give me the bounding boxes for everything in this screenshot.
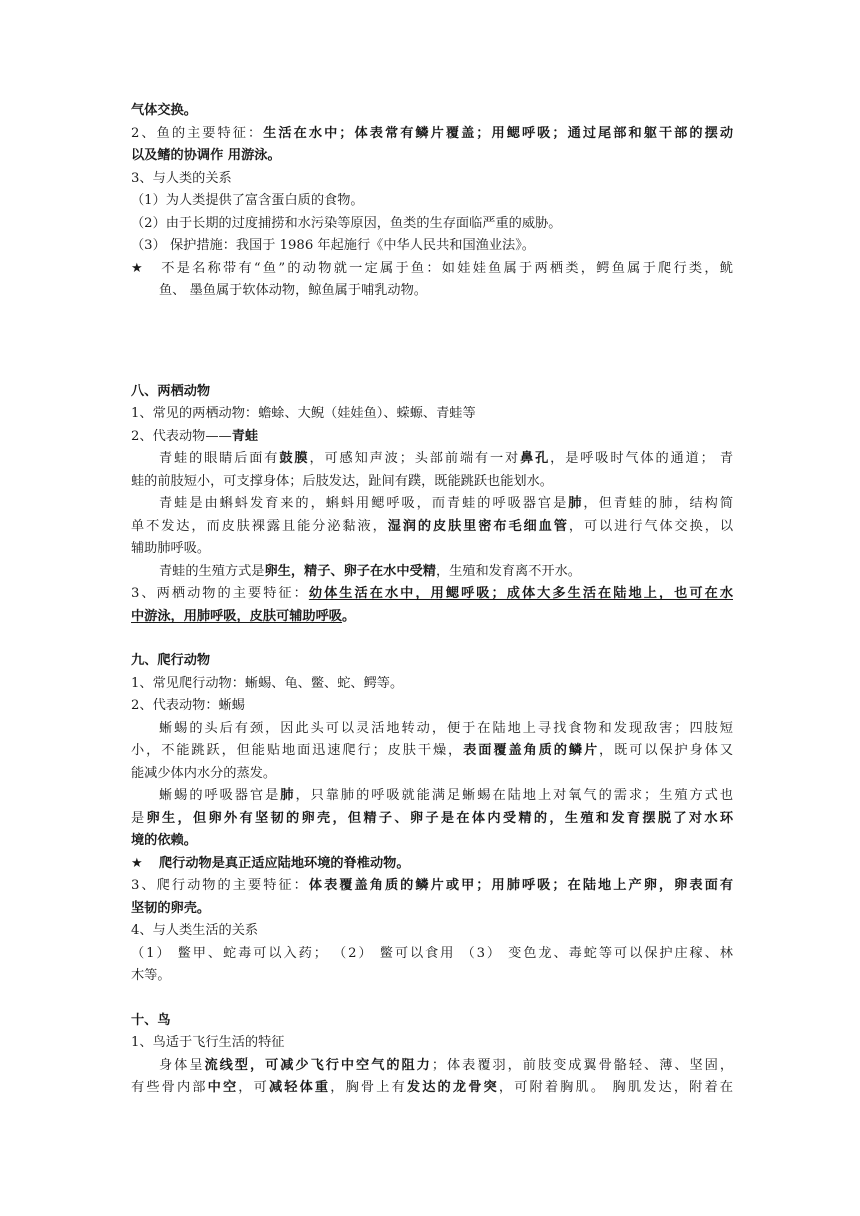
amphibian-representative (131, 426, 733, 449)
fish-relation-item-1: （1）为人类提供了富含蛋白质的食物。 (131, 193, 364, 208)
text: 青蛙的生殖方式是 (159, 563, 265, 579)
bird-subtitle: 1、鸟适于飞行生活的特征 (131, 1035, 285, 1050)
fish-features-line1 (131, 123, 733, 146)
fish-features-bold: 生活在水中；体表常有鳞片覆盖；用鳃呼吸；通过尾部和躯干部的摆动 (263, 125, 734, 141)
reptile-para1-line1: 蜥蜴的头后有颈，因此头可以灵活地转动，便于在陆地上寻找食物和发现敌害；四肢短 (159, 720, 733, 736)
star-icon: ★ (131, 260, 143, 276)
reptile-para1-line2 (131, 740, 733, 763)
amphibian-features-line2 (131, 606, 733, 629)
fish-relation-item-2: （2）由于长期的过度捕捞和水污染等原因，鱼类的生存面临严重的威胁。 (131, 215, 562, 231)
text: 是 (131, 810, 147, 826)
text: ，既可以保护身体又 (599, 743, 734, 758)
text: ，可附着胸肌。 胸肌发达，附着在 (498, 1080, 733, 1095)
text-bold: 鼻孔 (520, 451, 551, 466)
reptile-relation-line2: 木等。 (131, 968, 171, 983)
text: 青蛙的眼睛后面有 (159, 451, 280, 466)
text: ，可 (238, 1080, 269, 1095)
reptile-relation-line1: （1） 鳖甲、蛇毒可以入药； （2） 鳖可以食用 （3） 变色龙、毒蛇等可以保护庄稼、林 (131, 945, 733, 961)
fish-note-line2: 鱼、 墨鱼属于软体动物，鲸鱼属于哺乳动物。 (159, 283, 427, 298)
amphibian-section-title: 八、两栖动物 (131, 383, 211, 399)
star-icon: ★ (131, 855, 143, 871)
text-bold: 流线型，可减少飞行中空气的阻力 (204, 1057, 432, 1073)
text: 身体呈 (159, 1057, 205, 1073)
amphibian-para2-line3: 辅助肺呼吸。 (131, 541, 211, 556)
fish-relation-item-3: （3） 保护措施：我国于 1986 年起施行《中华人民共和国渔业法》。 (131, 238, 535, 253)
bird-section-title: 十、鸟 (131, 1012, 171, 1028)
text: 。 (342, 608, 356, 624)
text: 蜥蜴的呼吸器官是 (159, 788, 281, 803)
text: ，是呼吸时气体的通道； 青 (550, 451, 734, 466)
reptile-star-note (131, 853, 733, 876)
amphibian-features-line1 (131, 583, 733, 606)
text: 单不发达，而皮肤裸露且能分泌黏液， (131, 518, 388, 534)
text-bold: 境的依赖。 (131, 833, 197, 848)
amphibian-para1-line1 (131, 448, 733, 471)
text-bold: 中空 (207, 1080, 239, 1095)
text: ；体表覆羽，前肢变成翼骨骼轻、薄、坚固， (431, 1057, 734, 1073)
amphibian-rep-name: 青蛙 (231, 428, 259, 444)
text: ，可以进行气体交换，以 (568, 518, 734, 534)
text: 3、两栖动物的主要特征： (131, 586, 309, 601)
text-bold: 卵生，但卵外有坚韧的卵壳，但精子、卵子是在体内受精的，生殖和发育摆脱了对水环 (146, 810, 734, 826)
text: 青蛙是由蝌蚪发育来的，蝌蚪用鳃呼吸，而青蛙的呼吸器官是 (159, 496, 569, 511)
text: ，只靠肺的呼吸就能满足蜥蜴在陆地上对氧气的需求；生殖方式也 (295, 788, 734, 803)
reptile-common: 1、常见爬行动物：蜥蜴、龟、鳖、蛇、鳄等。 (131, 675, 404, 691)
amphibian-common: 1、常见的两栖动物：蟾蜍、大鲵（娃娃鱼）、蝾螈、青蛙等 (131, 406, 476, 421)
text-bold-underlined: 中游泳，用肺呼吸，皮肤可辅助呼吸 (131, 608, 342, 624)
text-bold: 爬行动物是真正适应陆地环境的脊椎动物。 (159, 855, 410, 871)
reptile-para2-line1 (131, 785, 733, 808)
text-bold: 卵生，精子、卵子在水中受精 (264, 563, 436, 579)
text-bold: 体表覆盖角质的鳞片或甲；用肺呼吸；在陆地上产卵，卵表面有 (308, 878, 734, 893)
text: 3、爬行动物的主要特征： (131, 878, 309, 893)
reptile-section-title: 九、爬行动物 (131, 653, 211, 668)
text-bold: 减轻体重 (268, 1080, 331, 1095)
reptile-features-line1 (131, 875, 733, 898)
bird-para1-line2 (131, 1077, 733, 1100)
text: ，生殖和发育离不开水。 (435, 563, 581, 579)
reptile-para1-line3: 能减少体内水分的蒸发。 (131, 765, 277, 781)
amphibian-para2-line1 (131, 493, 733, 516)
reptile-representative: 2、代表动物：蜥蜴 (131, 698, 245, 713)
text-bold: 表面覆盖角质的鳞片 (463, 743, 600, 758)
text-bold: 发达的龙骨突 (406, 1080, 499, 1095)
fish-features-bold-cont: 以及鳍的协调作 用游泳。 (131, 148, 281, 163)
text-bold: 湿润的皮肤里密布毛细血管 (387, 518, 569, 534)
reptile-relation-title: 4、与人类生活的关系 (131, 923, 259, 938)
text-bold: 鼓膜 (279, 451, 310, 466)
text: 小，不能跳跃，但能贴地面迅速爬行；皮肤干燥， (131, 743, 464, 758)
amphibian-rep-label: 2、代表动物—— (131, 428, 232, 444)
reptile-features-line2 (131, 898, 733, 921)
text: 有些骨内部 (131, 1080, 208, 1095)
amphibian-para1-line2: 蛙的前肢短小，可支撑身体；后肢发达，趾间有蹼，既能跳跃也能划水。 (131, 473, 553, 489)
bird-para1-line1 (131, 1055, 733, 1078)
reptile-para2-line2 (131, 808, 733, 831)
text-bold: 坚韧的卵壳。 (131, 900, 211, 916)
reptile-para2-line3 (131, 830, 733, 853)
fish-features-label: 2、鱼的主要特征： (131, 125, 264, 141)
fish-relation-title: 3、与人类的关系 (131, 170, 232, 186)
text-bold: 肺 (280, 788, 296, 803)
fish-note-text: 不是名称带有“鱼”的动物就一定属于鱼：如娃娃鱼属于两栖类，鳄鱼属于爬行类，鱿 (159, 260, 733, 276)
document-page (131, 100, 733, 1100)
text: ，但青蛙的肺，结构简 (583, 496, 734, 511)
text-bold: 肺 (568, 496, 584, 511)
fish-gas-exchange-line: 气体交换。 (131, 103, 197, 118)
text: ，可感知声波；头部前端有一对 (309, 451, 521, 466)
fish-note-line1 (131, 258, 733, 281)
amphibian-para3 (131, 561, 733, 584)
text: ，胸骨上有 (330, 1080, 407, 1095)
text-bold-underlined: 幼体生活在水中，用鳃呼吸；成体大多生活在陆地上，也可在水 (308, 586, 734, 601)
fish-features-line2 (131, 145, 733, 168)
amphibian-para2-line2 (131, 516, 733, 539)
